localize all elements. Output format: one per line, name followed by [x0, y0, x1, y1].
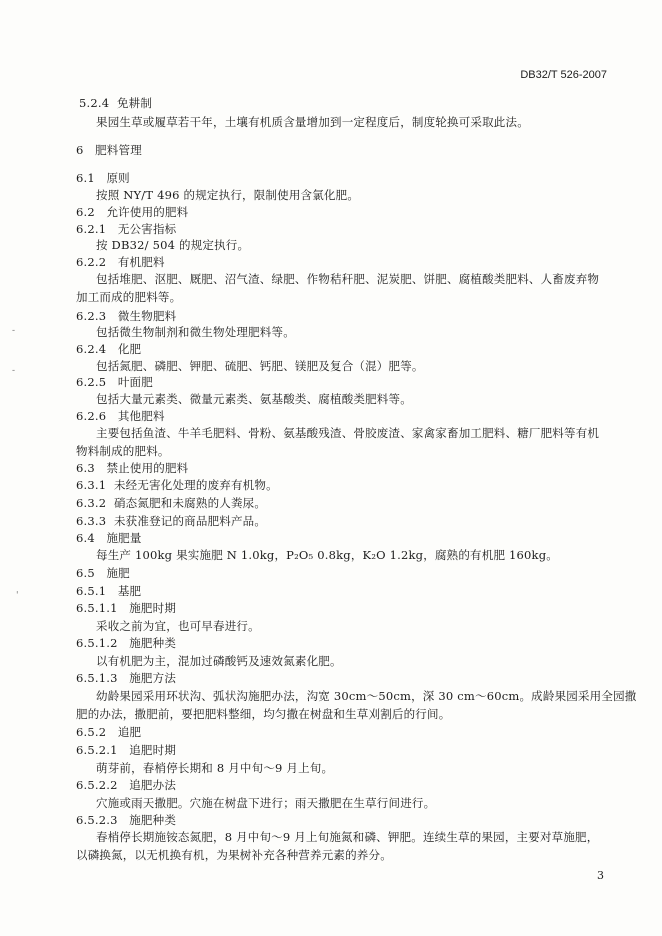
section-6-2-1-heading: 6.2.1 无公害指标	[76, 222, 177, 236]
scan-mark: '	[16, 591, 19, 601]
section-6-3-heading: 6.3 禁止使用的肥料	[76, 461, 189, 475]
section-6-3-3: 6.3.3 未获准登记的商品肥料产品。	[76, 514, 267, 528]
section-6-2-2-heading: 6.2.2 有机肥料	[76, 255, 165, 269]
section-6-3-1: 6.3.1 未经无害化处理的废弃有机物。	[76, 478, 278, 492]
section-6-5-2-heading: 6.5.2 追肥	[76, 725, 142, 739]
section-6-2-2-text-line1: 包括堆肥、沤肥、厩肥、沼气渣、绿肥、作物秸秆肥、泥炭肥、饼肥、腐植酸类肥料、人畜废弃物	[96, 272, 600, 286]
section-6-2-6-text-line2: 物料制成的肥料。	[76, 444, 170, 458]
section-6-2-6-heading: 6.2.6 其他肥料	[76, 409, 165, 423]
section-6-5-1-3-text-line2: 肥的办法，撒肥前，要把肥料整细，均匀撒在树盘和生草刈割后的行间。	[76, 707, 451, 721]
section-6-5-2-3-text-line1: 春梢停长期施铵态氮肥，8 月中旬～9 月上旬施氮和磷、钾肥。连续生草的果园，主要对草施肥，	[96, 830, 599, 844]
section-6-2-5-text: 包括大量元素类、微量元素类、氨基酸类、腐植酸类肥料等。	[96, 392, 412, 406]
section-6-5-1-1-heading: 6.5.1.1 施肥时期	[76, 601, 177, 615]
section-6-5-2-1-text: 萌芽前，春梢停长期和 8 月中旬～9 月上旬。	[96, 761, 334, 775]
section-6-1-text: 按照 NY/T 496 的规定执行，限制使用含氯化肥。	[96, 188, 360, 202]
section-6-3-2: 6.3.2 硝态氮肥和未腐熟的人粪尿。	[76, 496, 267, 510]
scan-mark: -	[12, 366, 16, 376]
section-6-5-2-3-heading: 6.5.2.3 施肥种类	[76, 813, 177, 827]
section-6-5-2-3-text-line2: 以磷换氮，以无机换有机，为果树补充各种营养元素的养分。	[76, 848, 392, 862]
section-6-5-2-2-heading: 6.5.2.2 追肥办法	[76, 778, 177, 792]
section-6-5-1-3-heading: 6.5.1.3 施肥方法	[76, 671, 177, 685]
section-6-5-1-3-text-line1: 幼龄果园采用环状沟、弧状沟施肥办法，沟宽 30cm～50cm，深 30 cm～60cm。成龄果园采用全园撒	[96, 689, 637, 703]
section-6-2-5-heading: 6.2.5 叶面肥	[76, 375, 153, 389]
section-6-2-3-text: 包括微生物制剂和微生物处理肥料等。	[96, 325, 295, 339]
section-6-2-heading: 6.2 允许使用的肥料	[76, 205, 189, 219]
section-6-2-2-text-line2: 加工而成的肥料等。	[76, 290, 182, 304]
section-6-2-1-text: 按 DB32/ 504 的规定执行。	[96, 238, 250, 252]
section-6-5-1-1-text: 采收之前为宜，也可早春进行。	[96, 619, 260, 633]
section-6-2-3-heading: 6.2.3 微生物肥料	[76, 309, 177, 323]
section-6-5-1-2-text: 以有机肥为主，混加过磷酸钙及速效氮素化肥。	[96, 654, 342, 668]
document-code: DB32/T 526-2007	[520, 69, 607, 81]
section-6-5-heading: 6.5 施肥	[76, 566, 130, 580]
section-6-heading: 6 肥料管理	[76, 143, 142, 157]
section-6-4-heading: 6.4 施肥量	[76, 531, 142, 545]
section-6-2-6-text-line1: 主要包括鱼渣、牛羊毛肥料、骨粉、氨基酸残渣、骨胶废渣、家禽家畜加工肥料、糖厂肥料等有机	[96, 426, 600, 440]
section-6-2-4-text: 包括氮肥、磷肥、钾肥、硫肥、钙肥、镁肥及复合（混）肥等。	[96, 359, 424, 373]
section-6-5-2-2-text: 穴施或雨天撒肥。穴施在树盘下进行；雨天撒肥在生草行间进行。	[96, 796, 436, 810]
section-5-2-4-heading: 5.2.4 免耕制	[79, 96, 153, 110]
section-6-1-heading: 6.1 原则	[76, 171, 130, 185]
section-6-4-text: 每生产 100kg 果实施肥 N 1.0kg，P₂O₅ 0.8kg，K₂O 1.2kg，腐熟的有机肥 160kg。	[96, 548, 558, 562]
scan-mark: -	[12, 326, 16, 336]
section-5-2-4-text: 果园生草或履草若干年，土壤有机质含量增加到一定程度后，制度轮换可采取此法。	[96, 115, 529, 129]
section-6-2-4-heading: 6.2.4 化肥	[76, 342, 142, 356]
section-6-5-2-1-heading: 6.5.2.1 追肥时期	[76, 743, 177, 757]
page-number: 3	[597, 869, 604, 882]
section-6-5-1-2-heading: 6.5.1.2 施肥种类	[76, 636, 177, 650]
section-6-5-1-heading: 6.5.1 基肥	[76, 584, 142, 598]
